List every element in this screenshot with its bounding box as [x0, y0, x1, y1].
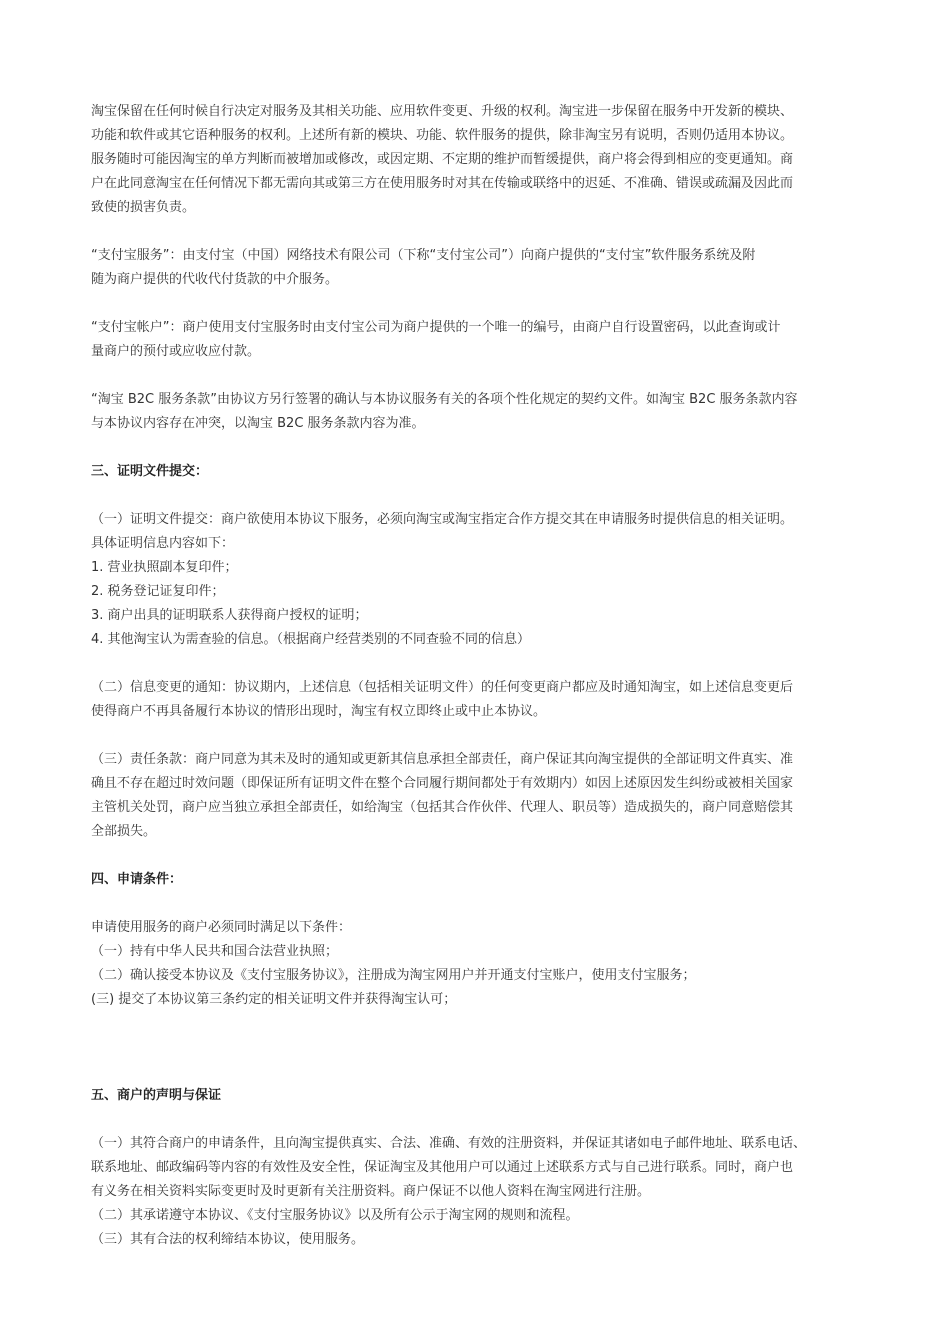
- paragraph-alipay-service: [91, 244, 881, 292]
- section-heading-4: 四、申请条件：: [91, 872, 183, 887]
- paragraph-b2c-terms: [91, 388, 881, 436]
- text-line: 具体证明信息内容如下：: [91, 536, 235, 551]
- text-line: 有义务在相关资料实际变更时及时更新有关注册资料。商户保证不以他人资料在淘宝网进行注册。: [91, 1184, 651, 1199]
- text-line: 量商户的预付或应收应付款。: [91, 344, 261, 359]
- text-line: 功能和软件或其它语种服务的权利。上述所有新的模块、功能、软件服务的提供，除非淘宝另有说明，否则仍适用本协议。: [91, 128, 794, 143]
- list-item: （二）其承诺遵守本协议、《支付宝服务协议》以及所有公示于淘宝网的规则和流程。: [91, 1208, 579, 1223]
- text-line: 全部损失。: [91, 824, 157, 839]
- list-item: 1. 营业执照副本复印件；: [91, 560, 238, 575]
- list-item: （二）确认接受本协议及《支付宝服务协议》，注册成为淘宝网用户并开通支付宝账户，使用支付宝服务；: [91, 968, 696, 983]
- text-line: （一）证明文件提交：商户欲使用本协议下服务，必须向淘宝或淘宝指定合作方提交其在申请服务时提供信息的相关证明。: [91, 512, 794, 527]
- paragraph-alipay-account: [91, 316, 881, 364]
- text-line: （二）信息变更的通知：协议期内，上述信息（包括相关证明文件）的任何变更商户都应及时通知淘宝，如上述信息变更后: [91, 680, 794, 695]
- text-line: “支付宝服务”：由支付宝（中国）网络技术有限公司（下称“支付宝公司”）向商户提供的“支付宝”软件服务系统及附: [91, 248, 756, 263]
- text-line: 申请使用服务的商户必须同时满足以下条件：: [91, 920, 352, 935]
- paragraph-service-changes: [91, 100, 881, 220]
- text-line: 致使的损害负责。: [91, 200, 196, 215]
- section-heading-5: 五、商户的声明与保证: [91, 1088, 222, 1103]
- document-page: [91, 100, 881, 1252]
- text-line: 服务随时可能因淘宝的单方判断而被增加或修改，或因定期、不定期的维护而暂缓提供，商户将会得到相应的变更通知。商: [91, 152, 794, 167]
- text-line: 淘宝保留在任何时候自行决定对服务及其相关功能、应用软件变更、升级的权利。淘宝进一步保留在服务中开发新的模块、: [91, 104, 794, 119]
- list-item: （三）其有合法的权利缔结本协议，使用服务。: [91, 1232, 365, 1247]
- paragraph-liability: [91, 748, 881, 844]
- text-line: “淘宝 B2C 服务条款”由协议方另行签署的确认与本协议服务有关的各项个性化规定的契约文件。如淘宝 B2C 服务条款内容: [91, 392, 798, 407]
- text-line: “支付宝帐户”：商户使用支付宝服务时由支付宝公司为商户提供的一个唯一的编号，由商户自行设置密码，以此查询或计: [91, 320, 781, 335]
- paragraph-conditions: [91, 916, 881, 1012]
- text-line: （一）其符合商户的申请条件，且向淘宝提供真实、合法、准确、有效的注册资料，并保证其诸如电子邮件地址、联系电话、: [91, 1136, 807, 1151]
- list-item: 4. 其他淘宝认为需查验的信息。（根据商户经营类别的不同查验不同的信息）: [91, 632, 531, 647]
- paragraph-merchant-warranties: [91, 1132, 881, 1252]
- text-line: 使得商户不再具备履行本协议的情形出现时，淘宝有权立即终止或中止本协议。: [91, 704, 547, 719]
- text-line: 随为商户提供的代收代付货款的中介服务。: [91, 272, 339, 287]
- text-line: 联系地址、邮政编码等内容的有效性及安全性，保证淘宝及其他用户可以通过上述联系方式与自己进行联系。同时，商户也: [91, 1160, 794, 1175]
- text-line: 主管机关处罚，商户应当独立承担全部责任，如给淘宝（包括其合作伙伴、代理人、职员等）造成损失的，商户同意赔偿其: [91, 800, 794, 815]
- section-heading-3: 三、证明文件提交：: [91, 464, 209, 479]
- list-item: （一）持有中华人民共和国合法营业执照；: [91, 944, 339, 959]
- paragraph-document-submission: [91, 508, 881, 652]
- paragraph-info-change: [91, 676, 881, 724]
- text-line: （三）责任条款：商户同意为其未及时的通知或更新其信息承担全部责任，商户保证其向淘宝提供的全部证明文件真实、准: [91, 752, 794, 767]
- text-line: 确且不存在超过时效问题（即保证所有证明文件在整个合同履行期间都处于有效期内）如因上述原因发生纠纷或被相关国家: [91, 776, 794, 791]
- text-line: 与本协议内容存在冲突，以淘宝 B2C 服务条款内容为准。: [91, 416, 425, 431]
- list-item: 2. 税务登记证复印件；: [91, 584, 225, 599]
- spacer: [91, 1012, 881, 1084]
- list-item: 3. 商户出具的证明联系人获得商户授权的证明；: [91, 608, 368, 623]
- list-item: (三) 提交了本协议第三条约定的相关证明文件并获得淘宝认可；: [91, 992, 457, 1007]
- text-line: 户在此同意淘宝在任何情况下都无需向其或第三方在使用服务时对其在传输或联络中的迟延、不准确、错误或疏漏及因此而: [91, 176, 794, 191]
